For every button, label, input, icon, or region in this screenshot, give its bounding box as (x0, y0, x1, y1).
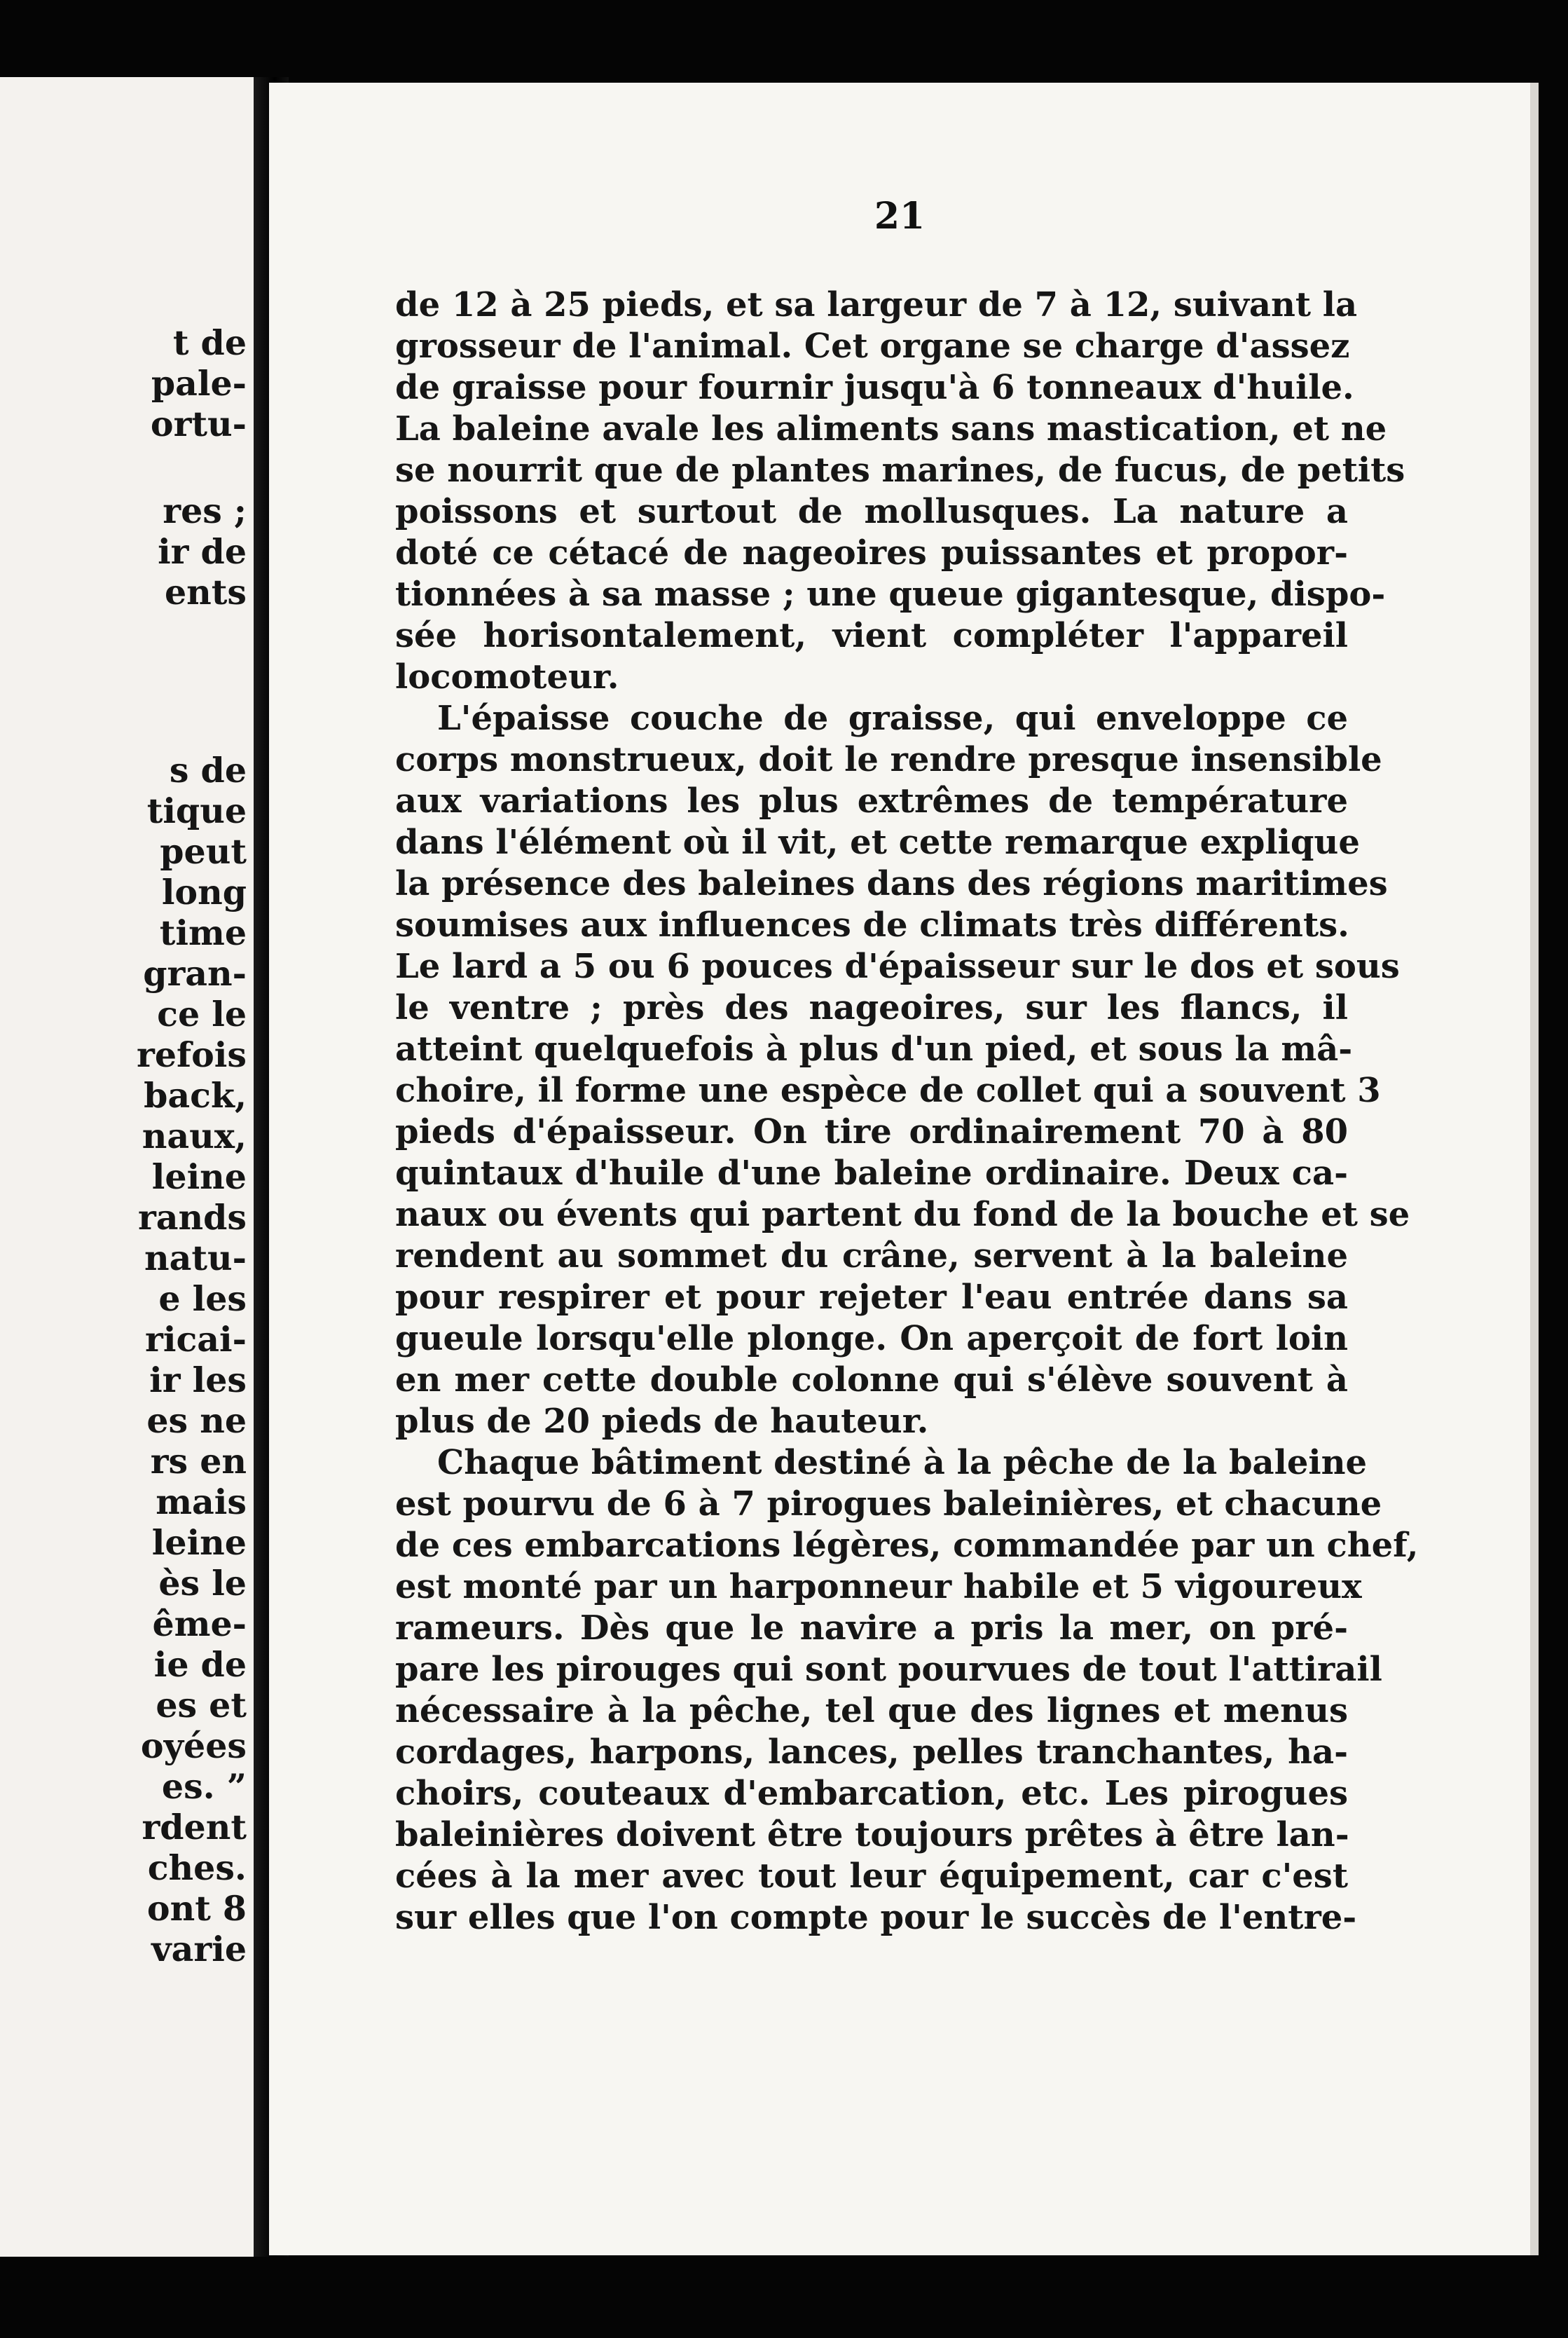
text-line: plus de 20 pieds de hauteur. (395, 1402, 929, 1441)
body-text (395, 285, 1419, 1939)
left-page-line: gran- (143, 953, 247, 994)
left-page-line: naux, (142, 1116, 247, 1156)
left-page-line: ce le (157, 994, 247, 1034)
left-page-line: pale- (151, 363, 247, 404)
left-page-line: leine (151, 1522, 247, 1563)
text-line: est monté par un harponneur habile et 5 vigoureux (395, 1567, 1362, 1606)
text-line: rendent au sommet du crâne, servent à la baleine (395, 1236, 1348, 1276)
left-page-line: ches. (147, 1847, 247, 1888)
left-page-line: s de (169, 750, 247, 791)
text-line: pour respirer et pour rejeter l'eau entrée dans sa (395, 1278, 1348, 1317)
left-page-line: natu- (144, 1238, 247, 1278)
left-page-line: ir les (149, 1360, 247, 1400)
text-line: quintaux d'huile d'une baleine ordinaire. Deux ca- (395, 1154, 1348, 1193)
text-line: est pourvu de 6 à 7 pirogues baleinières, et chacune (395, 1484, 1382, 1524)
text-line: de 12 à 25 pieds, et sa largeur de 7 à 12, suivant la (395, 285, 1358, 324)
text-line: de graisse pour fournir jusqu'à 6 tonneaux d'huile. (395, 368, 1354, 407)
text-line: atteint quelquefois à plus d'un pied, et sous la mâ- (395, 1030, 1353, 1069)
text-line: poissons et surtout de mollusques. La nature a (395, 492, 1348, 531)
text-line: choire, il forme une espèce de collet qui a souvent 3 (395, 1071, 1381, 1110)
left-page-line: es. ” (161, 1766, 247, 1807)
text-line: nécessaire à la pêche, tel que des lignes et menus (395, 1691, 1348, 1730)
left-page-line: t de (172, 322, 247, 363)
left-page-line: time (159, 912, 247, 953)
text-line: tionnées à sa masse ; une queue gigantesque, dispo- (395, 575, 1386, 614)
left-page-line: ont 8 (146, 1888, 247, 1929)
left-page-line: ricai- (145, 1319, 247, 1360)
left-page (0, 77, 254, 2257)
text-line: aux variations les plus extrêmes de température (395, 781, 1348, 821)
right-page (269, 83, 1530, 2255)
text-line: corps monstrueux, doit le rendre presque insensible (395, 740, 1382, 779)
left-page-line: ortu- (150, 404, 247, 444)
left-page-line: ents (164, 572, 247, 613)
left-page-line: es et (156, 1685, 247, 1725)
text-line: La baleine avale les aliments sans mastication, et ne (395, 409, 1387, 449)
text-line: dans l'élément où il vit, et cette remarque explique (395, 823, 1360, 862)
left-page-line: rs en (150, 1441, 247, 1482)
text-line: L'épaisse couche de graisse, qui enveloppe ce (437, 699, 1348, 738)
text-line: soumises aux influences de climats très différents. (395, 905, 1349, 945)
page-number: 21 (874, 195, 926, 238)
left-page-line: es ne (146, 1400, 247, 1441)
text-line: naux ou évents qui partent du fond de la bouche et se (395, 1195, 1410, 1234)
text-line: sée horisontalement, vient compléter l'appareil (395, 616, 1348, 655)
text-line: sur elles que l'on compte pour le succès de l'entre- (395, 1898, 1357, 1937)
left-page-line: ir de (158, 531, 247, 572)
left-page-line: e les (158, 1278, 247, 1319)
left-page-line: long (161, 872, 247, 912)
left-page-line: oyées (140, 1725, 247, 1766)
text-line: cordages, harpons, lances, pelles tranchantes, ha- (395, 1732, 1348, 1772)
text-line: se nourrit que de plantes marines, de fucus, de petits (395, 451, 1405, 490)
text-line: de ces embarcations légères, commandée par un chef, (395, 1526, 1419, 1565)
text-line: pieds d'épaisseur. On tire ordinairement 70 à 80 (395, 1112, 1348, 1151)
text-line: cées à la mer avec tout leur équipement, car c'est (395, 1857, 1348, 1896)
left-page-line: peut (160, 831, 247, 872)
left-page-line: ie de (153, 1644, 247, 1685)
left-page-line: rdent (142, 1807, 247, 1847)
text-line: le ventre ; près des nageoires, sur les flancs, il (395, 988, 1348, 1027)
left-page-line: back, (144, 1075, 247, 1116)
text-line: Chaque bâtiment destiné à la pêche de la baleine (437, 1443, 1368, 1482)
text-line: pare les pirouges qui sont pourvues de tout l'attirail (395, 1650, 1382, 1689)
left-page-line: ès le (158, 1563, 247, 1604)
left-page-line: leine (151, 1156, 247, 1197)
text-line: gueule lorsqu'elle plonge. On aperçoit de fort loin (395, 1319, 1348, 1358)
text-line: doté ce cétacé de nageoires puissantes et propor- (395, 533, 1348, 573)
text-line: la présence des baleines dans des régions maritimes (395, 864, 1388, 903)
left-page-line: varie (151, 1929, 247, 1969)
left-page-line: mais (156, 1482, 247, 1522)
page-edge (1530, 83, 1539, 2255)
left-page-line: tique (146, 791, 247, 831)
left-page-line: refois (137, 1034, 247, 1075)
text-line: Le lard a 5 ou 6 pouces d'épaisseur sur le dos et sous (395, 947, 1400, 986)
text-line: choirs, couteaux d'embarcation, etc. Les pirogues (395, 1774, 1348, 1813)
text-line: grosseur de l'animal. Cet organe se charge d'assez (395, 327, 1350, 366)
text-line: locomoteur. (395, 657, 619, 697)
left-page-line: res ; (163, 491, 247, 531)
text-line: rameurs. Dès que le navire a pris la mer, on pré- (395, 1608, 1348, 1648)
text-line: baleinières doivent être toujours prêtes à être lan- (395, 1815, 1349, 1854)
text-line: en mer cette double colonne qui s'élève souvent à (395, 1360, 1348, 1400)
left-page-line: rands (137, 1197, 247, 1238)
left-page-line: ême- (152, 1604, 247, 1644)
